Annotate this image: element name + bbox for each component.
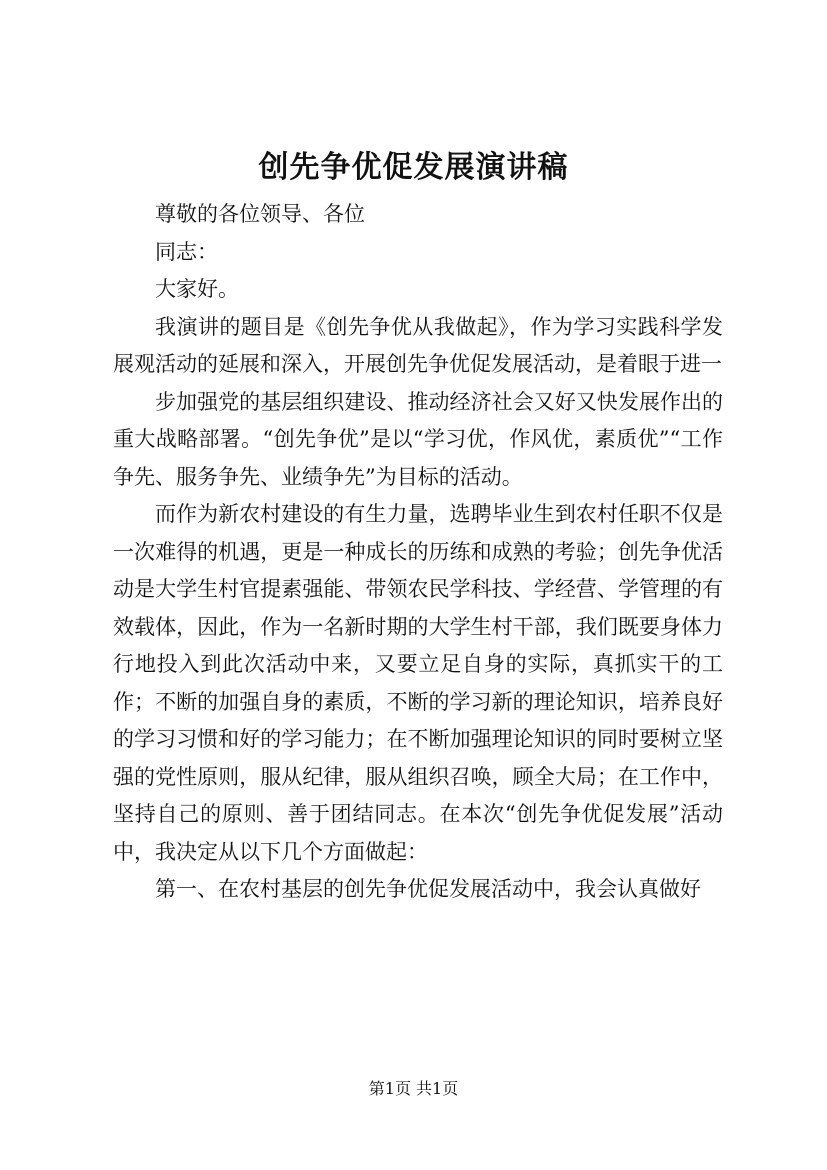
document-title: 创先争优促发展演讲稿 bbox=[258, 150, 569, 185]
paragraph-salutation: 尊敬的各位领导、各位 bbox=[155, 202, 365, 226]
paragraph-greeting: 大家好。 bbox=[155, 277, 239, 301]
paragraph: 而作为新农村建设的有生力量，选聘毕业生到农村任职不仅是一次难得的机遇，更是一种成长的历练和成熟的考验；创先争优活动是大学生村官提素强能、带领农民学科技、学经营、学管理的有效载体，因此，作为一名新时期的大学生村干部，我们既要身体力行地投入到此次活动中来，又要立足自身的实际，真抓实干的工作；不断的加强自身的素质，不断的学习新的理论知识，培养良好的学习习惯和好的学习能力；在不断加强理论知识的同时要树立坚强的党性原则，服从纪律，服从组织召唤，顾全大局；在工作中，坚持自己的原则、善于团结同志。在本次“创先争优促发展”活动中，我决定从以下几个方面做起： bbox=[113, 502, 723, 864]
document-body bbox=[113, 196, 723, 909]
paragraph: 第一、在农村基层的创先争优促发展活动中，我会认真做好 bbox=[155, 877, 701, 901]
page-footer: 第1页 共1页 bbox=[368, 1079, 459, 1098]
paragraph: 步加强党的基层组织建设、推动经济社会又好又快发展作出的重大战略部署。“创先争优”是以“学习优，作风优，素质优”“工作争先、服务争先、业绩争先”为目标的活动。 bbox=[113, 389, 723, 489]
paragraph-salutation-cont: 同志： bbox=[155, 239, 218, 264]
paragraph: 我演讲的题目是《创先争优从我做起》，作为学习实践科学发展观活动的延展和深入，开展创先争优促发展活动，是着眼于进一 bbox=[113, 314, 723, 376]
